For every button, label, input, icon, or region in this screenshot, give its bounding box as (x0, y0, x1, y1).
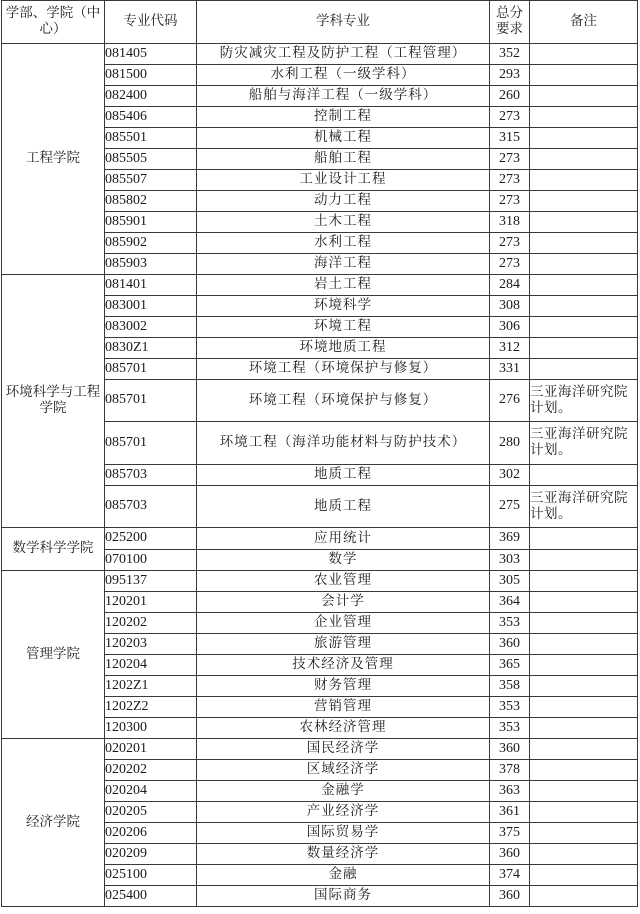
score-cell: 365 (490, 655, 530, 676)
code-cell: 025400 (105, 886, 197, 907)
score-cell: 360 (490, 739, 530, 760)
code-cell: 085902 (105, 233, 197, 254)
major-cell: 地质工程 (197, 486, 490, 528)
score-cell: 273 (490, 149, 530, 170)
note-cell (530, 107, 638, 128)
major-cell: 应用统计 (197, 528, 490, 550)
score-cell: 363 (490, 781, 530, 802)
major-cell: 环境工程（海洋功能材料与防护技术） (197, 422, 490, 465)
score-cell: 352 (490, 44, 530, 65)
score-cell: 280 (490, 422, 530, 465)
code-cell: 020201 (105, 739, 197, 760)
score-cell: 276 (490, 380, 530, 422)
score-cell: 369 (490, 528, 530, 550)
score-cell: 360 (490, 634, 530, 655)
code-cell: 083002 (105, 317, 197, 338)
score-cell: 315 (490, 128, 530, 149)
code-cell: 120300 (105, 718, 197, 739)
note-cell (530, 65, 638, 86)
major-cell: 防灾减灾工程及防护工程（工程管理） (197, 44, 490, 65)
note-cell (530, 823, 638, 844)
major-cell: 国民经济学 (197, 739, 490, 760)
code-cell: 082400 (105, 86, 197, 107)
major-cell: 营销管理 (197, 697, 490, 718)
score-cell: 293 (490, 65, 530, 86)
code-cell: 083001 (105, 296, 197, 317)
header-dept: 学部、学院（中心） (2, 1, 105, 44)
code-cell: 085901 (105, 212, 197, 233)
code-cell: 085802 (105, 191, 197, 212)
major-cell: 工业设计工程 (197, 170, 490, 191)
note-cell (530, 212, 638, 233)
note-cell (530, 359, 638, 380)
score-cell: 360 (490, 886, 530, 907)
major-cell: 数学 (197, 550, 490, 571)
note-cell (530, 886, 638, 907)
major-cell: 农林经济管理 (197, 718, 490, 739)
major-cell: 地质工程 (197, 465, 490, 486)
score-cell: 374 (490, 865, 530, 886)
note-cell (530, 528, 638, 550)
note-cell (530, 718, 638, 739)
note-cell (530, 44, 638, 65)
major-cell: 环境工程（环境保护与修复） (197, 359, 490, 380)
score-cell: 353 (490, 613, 530, 634)
code-cell: 120202 (105, 613, 197, 634)
score-cell: 302 (490, 465, 530, 486)
major-cell: 动力工程 (197, 191, 490, 212)
code-cell: 025100 (105, 865, 197, 886)
note-cell (530, 676, 638, 697)
dept-cell: 经济学院 (2, 739, 105, 907)
major-cell: 产业经济学 (197, 802, 490, 823)
major-cell: 环境地质工程 (197, 338, 490, 359)
note-cell (530, 465, 638, 486)
score-cell: 312 (490, 338, 530, 359)
score-cell: 273 (490, 107, 530, 128)
score-cell: 378 (490, 760, 530, 781)
major-cell: 海洋工程 (197, 254, 490, 275)
code-cell: 120203 (105, 634, 197, 655)
table-row (2, 739, 638, 760)
score-cell: 360 (490, 844, 530, 865)
code-cell: 085701 (105, 422, 197, 465)
table-row (2, 44, 638, 65)
score-cell: 305 (490, 571, 530, 592)
score-cell: 273 (490, 170, 530, 191)
table-body (2, 44, 638, 907)
code-cell: 085703 (105, 486, 197, 528)
code-cell: 070100 (105, 550, 197, 571)
code-cell: 0830Z1 (105, 338, 197, 359)
major-cell: 金融学 (197, 781, 490, 802)
major-cell: 旅游管理 (197, 634, 490, 655)
major-cell: 国际商务 (197, 886, 490, 907)
score-cell: 358 (490, 676, 530, 697)
major-cell: 区域经济学 (197, 760, 490, 781)
code-cell: 085507 (105, 170, 197, 191)
major-cell: 环境科学 (197, 296, 490, 317)
major-cell: 土木工程 (197, 212, 490, 233)
note-cell (530, 128, 638, 149)
code-cell: 020202 (105, 760, 197, 781)
code-cell: 085501 (105, 128, 197, 149)
code-cell: 085703 (105, 465, 197, 486)
code-cell: 081500 (105, 65, 197, 86)
dept-cell: 数学科学学院 (2, 528, 105, 571)
note-cell (530, 592, 638, 613)
score-cell: 303 (490, 550, 530, 571)
code-cell: 020206 (105, 823, 197, 844)
note-cell (530, 170, 638, 191)
note-cell (530, 296, 638, 317)
note-cell (530, 317, 638, 338)
code-cell: 085406 (105, 107, 197, 128)
code-cell: 120201 (105, 592, 197, 613)
score-cell: 273 (490, 191, 530, 212)
major-cell: 技术经济及管理 (197, 655, 490, 676)
score-cell: 308 (490, 296, 530, 317)
note-cell (530, 739, 638, 760)
major-cell: 财务管理 (197, 676, 490, 697)
note-cell: 三亚海洋研究院计划。 (530, 486, 638, 528)
code-cell: 085505 (105, 149, 197, 170)
note-cell (530, 233, 638, 254)
score-cell: 353 (490, 697, 530, 718)
note-cell (530, 571, 638, 592)
major-cell: 金融 (197, 865, 490, 886)
note-cell (530, 655, 638, 676)
note-cell (530, 634, 638, 655)
code-cell: 020204 (105, 781, 197, 802)
code-cell: 085701 (105, 380, 197, 422)
header-row (2, 1, 638, 44)
note-cell: 三亚海洋研究院计划。 (530, 380, 638, 422)
major-cell: 机械工程 (197, 128, 490, 149)
code-cell: 1202Z1 (105, 676, 197, 697)
score-cell: 364 (490, 592, 530, 613)
note-cell (530, 338, 638, 359)
major-cell: 环境工程（环境保护与修复） (197, 380, 490, 422)
code-cell: 020205 (105, 802, 197, 823)
major-cell: 企业管理 (197, 613, 490, 634)
dept-cell: 工程学院 (2, 44, 105, 275)
major-cell: 水利工程 (197, 233, 490, 254)
major-cell: 环境工程 (197, 317, 490, 338)
note-cell: 三亚海洋研究院计划。 (530, 422, 638, 465)
score-cell: 260 (490, 86, 530, 107)
note-cell (530, 254, 638, 275)
note-cell (530, 86, 638, 107)
header-score: 总分要求 (490, 1, 530, 44)
header-note: 备注 (530, 1, 638, 44)
major-cell: 国际贸易学 (197, 823, 490, 844)
score-cell: 284 (490, 275, 530, 296)
major-cell: 控制工程 (197, 107, 490, 128)
code-cell: 020209 (105, 844, 197, 865)
code-cell: 095137 (105, 571, 197, 592)
table-row (2, 528, 638, 550)
note-cell (530, 149, 638, 170)
code-cell: 085701 (105, 359, 197, 380)
note-cell (530, 844, 638, 865)
admission-score-table (1, 0, 638, 907)
note-cell (530, 275, 638, 296)
note-cell (530, 191, 638, 212)
note-cell (530, 550, 638, 571)
major-cell: 岩土工程 (197, 275, 490, 296)
note-cell (530, 613, 638, 634)
note-cell (530, 865, 638, 886)
major-cell: 水利工程（一级学科） (197, 65, 490, 86)
score-cell: 273 (490, 233, 530, 254)
score-cell: 353 (490, 718, 530, 739)
note-cell (530, 697, 638, 718)
score-cell: 273 (490, 254, 530, 275)
table-row (2, 571, 638, 592)
note-cell (530, 802, 638, 823)
note-cell (530, 760, 638, 781)
major-cell: 数量经济学 (197, 844, 490, 865)
code-cell: 025200 (105, 528, 197, 550)
dept-cell: 环境科学与工程学院 (2, 275, 105, 528)
score-cell: 331 (490, 359, 530, 380)
code-cell: 081401 (105, 275, 197, 296)
major-cell: 会计学 (197, 592, 490, 613)
major-cell: 船舶与海洋工程（一级学科） (197, 86, 490, 107)
table-row (2, 275, 638, 296)
major-cell: 农业管理 (197, 571, 490, 592)
note-cell (530, 781, 638, 802)
header-major: 学科专业 (197, 1, 490, 44)
score-cell: 306 (490, 317, 530, 338)
code-cell: 120204 (105, 655, 197, 676)
score-cell: 375 (490, 823, 530, 844)
score-cell: 361 (490, 802, 530, 823)
score-cell: 318 (490, 212, 530, 233)
score-cell: 275 (490, 486, 530, 528)
code-cell: 1202Z2 (105, 697, 197, 718)
dept-cell: 管理学院 (2, 571, 105, 739)
code-cell: 085903 (105, 254, 197, 275)
major-cell: 船舶工程 (197, 149, 490, 170)
header-code: 专业代码 (105, 1, 197, 44)
code-cell: 081405 (105, 44, 197, 65)
